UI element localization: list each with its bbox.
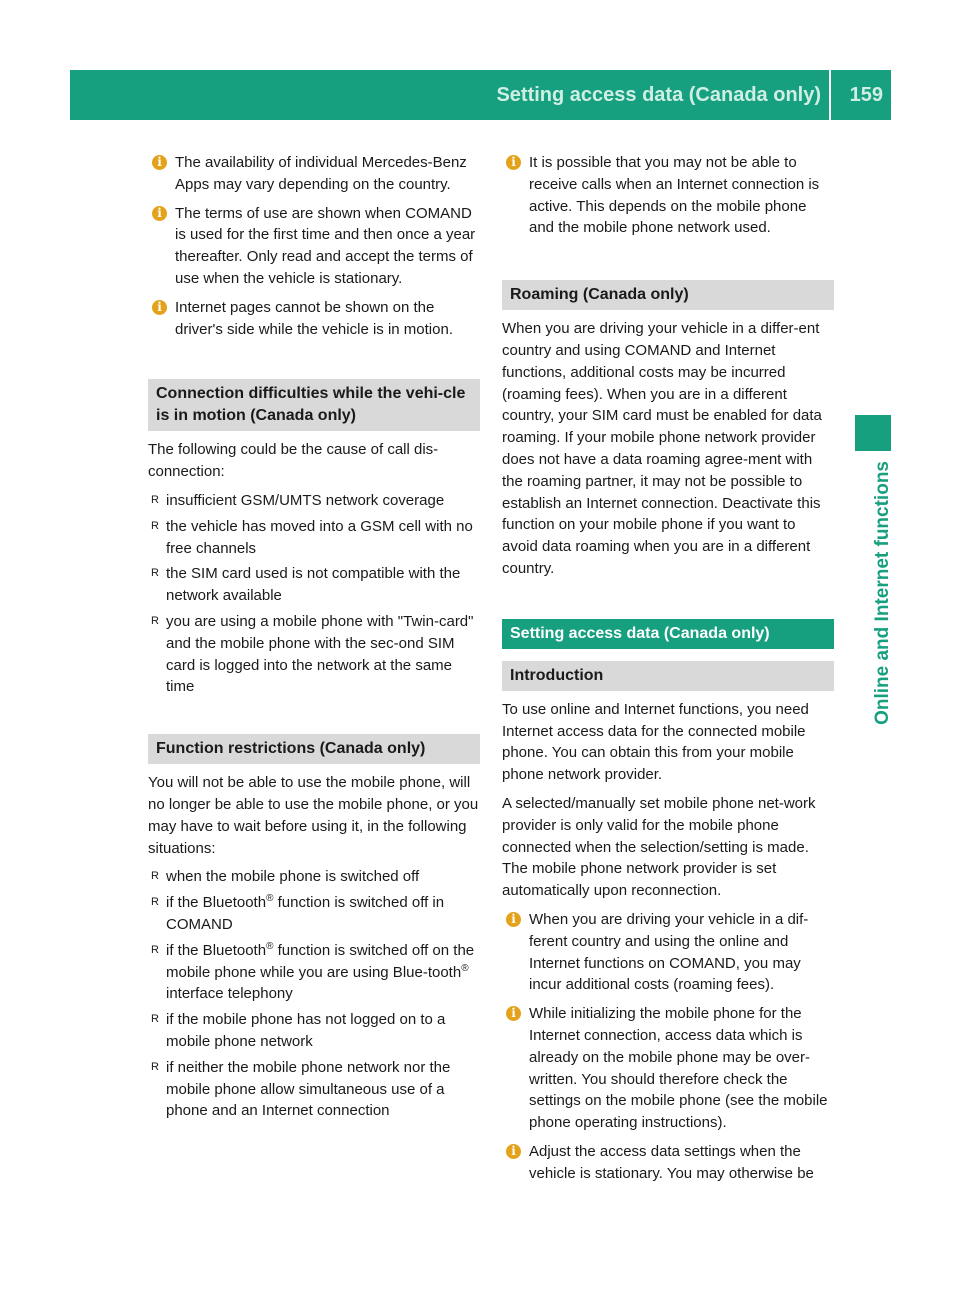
list-item: [148, 516, 480, 560]
page-number: 159: [849, 84, 883, 106]
list-item: [148, 892, 480, 936]
list-item-text: the vehicle has moved into a GSM cell with no free channels: [166, 517, 473, 557]
header-title: Setting access data (Canada only): [496, 84, 821, 106]
list-item-text: if the Bluetooth: [166, 941, 267, 959]
info-icon: i: [506, 1144, 521, 1159]
restrictions-intro: You will not be able to use the mobile phone, will no longer be able to use the mobile phone, or you may have to wait before using it, in the following situations:: [148, 774, 479, 857]
subheading-introduction: Introduction: [502, 661, 834, 691]
info-note: [502, 152, 834, 239]
left-column: [148, 152, 480, 1126]
list-item-text: insufficient GSM/UMTS network coverage: [166, 491, 445, 509]
registered-mark: ®: [461, 962, 469, 974]
section-heading-access-data: Setting access data (Canada only): [502, 619, 834, 649]
list-item-text: interface telephony: [166, 985, 293, 1003]
note-text: When you are driving your vehicle in a dif-ferent country and using the online and Internet functions on COMAND, you may incur additional costs (roaming fees).: [529, 910, 809, 994]
list-item: [148, 866, 480, 888]
bullet-icon: R: [151, 567, 159, 580]
bullet-icon: R: [151, 493, 159, 506]
list-item-text: if neither the mobile phone network nor the mobile phone allow simultaneous use of a phone and an Internet connection: [166, 1058, 451, 1120]
registered-mark: ®: [266, 893, 274, 905]
info-icon: i: [152, 155, 167, 170]
list-item-text: if the Bluetooth: [166, 894, 267, 912]
info-note: [148, 203, 480, 290]
info-icon: i: [506, 912, 521, 927]
list-item: [148, 1009, 480, 1053]
info-note: [502, 1003, 834, 1134]
info-icon: i: [506, 155, 521, 170]
list-item: [148, 611, 480, 698]
access-paragraph-2: A selected/manually set mobile phone net-work provider is only valid for the mobile phone connected when the selection/setting is made. The mobile phone network provider is set automatically upon reconnection.: [502, 794, 816, 900]
list-item: [148, 940, 480, 1005]
list-item: [148, 563, 480, 607]
right-column: [502, 152, 834, 1191]
list-item-text: the SIM card used is not compatible with the network available: [166, 565, 461, 605]
section-heading-connection: Connection difficulties while the vehi-cle is in motion (Canada only): [148, 379, 480, 431]
restrictions-list: [148, 866, 480, 1122]
access-paragraph-1: To use online and Internet functions, you need Internet access data for the connected mobile phone. You can obtain this from your mobile phone network provider.: [502, 700, 809, 784]
header-divider: [829, 70, 831, 120]
info-note: [148, 297, 480, 341]
note-text: It is possible that you may not be able to receive calls when an Internet connection is active. This depends on the mobile phone and the mobile phone network used.: [529, 154, 820, 237]
roaming-text: When you are driving your vehicle in a differ-ent country and using COMAND and Internet functions, additional costs may be incurred (roaming fees). When you are in a different country, your SIM card must be enabled for data roaming. If your mobile phone network provider does not have a data roaming agree-ment with the roaming partner, it may not be possible to establish an Internet connection. Deactivate this function on your mobile phone if you want to avoid data roaming when you are in a different country.: [502, 320, 822, 577]
info-icon: i: [506, 1006, 521, 1021]
note-text: Adjust the access data settings when the vehicle is stationary. You may otherwise be: [529, 1142, 814, 1182]
info-note: [502, 909, 834, 996]
bullet-icon: R: [151, 943, 159, 956]
registered-mark: ®: [266, 940, 274, 952]
list-item-text: you are using a mobile phone with "Twin-card" and the mobile phone with the sec-ond SIM card is logged into the network at the same time: [166, 612, 474, 696]
chapter-label-text: Online and Internet functions: [872, 461, 893, 725]
info-note: [148, 152, 480, 196]
list-item-text: function is switched off on the mobile phone while you are using Blue-tooth: [166, 941, 475, 981]
connection-intro: The following could be the cause of call dis-connection:: [148, 441, 439, 481]
bullet-icon: R: [151, 1060, 159, 1073]
bullet-icon: R: [151, 870, 159, 883]
section-heading-roaming: Roaming (Canada only): [502, 280, 834, 310]
note-text: The terms of use are shown when COMAND is used for the first time and then once a year thereafter. Only read and accept the terms of use when the vehicle is stationary.: [175, 204, 476, 287]
list-item-text: if the mobile phone has not logged on to a mobile phone network: [166, 1011, 446, 1050]
list-item: [148, 490, 480, 512]
bullet-icon: R: [151, 1013, 159, 1026]
bullet-icon: R: [151, 896, 159, 909]
note-text: The availability of individual Mercedes-Benz Apps may vary depending on the country.: [175, 154, 467, 193]
list-item-text: when the mobile phone is switched off: [166, 868, 420, 886]
section-heading-restrictions: Function restrictions (Canada only): [148, 734, 480, 764]
chapter-tab: [855, 415, 891, 451]
note-text: Internet pages cannot be shown on the driver's side while the vehicle is in motion.: [175, 298, 453, 338]
page-header: [70, 70, 891, 120]
info-icon: i: [152, 300, 167, 315]
list-item-text: function is switched off in COMAND: [166, 894, 445, 933]
connection-list: [148, 490, 480, 698]
info-note: [502, 1141, 834, 1185]
note-text: While initializing the mobile phone for the Internet connection, access data which is already on the mobile phone may be over-written. You should therefore check the settings on the mobile phone (see the mobile phone operating instructions).: [529, 1005, 828, 1132]
bullet-icon: R: [151, 519, 159, 532]
list-item: [148, 1057, 480, 1122]
info-icon: i: [152, 206, 167, 221]
bullet-icon: R: [151, 614, 159, 627]
